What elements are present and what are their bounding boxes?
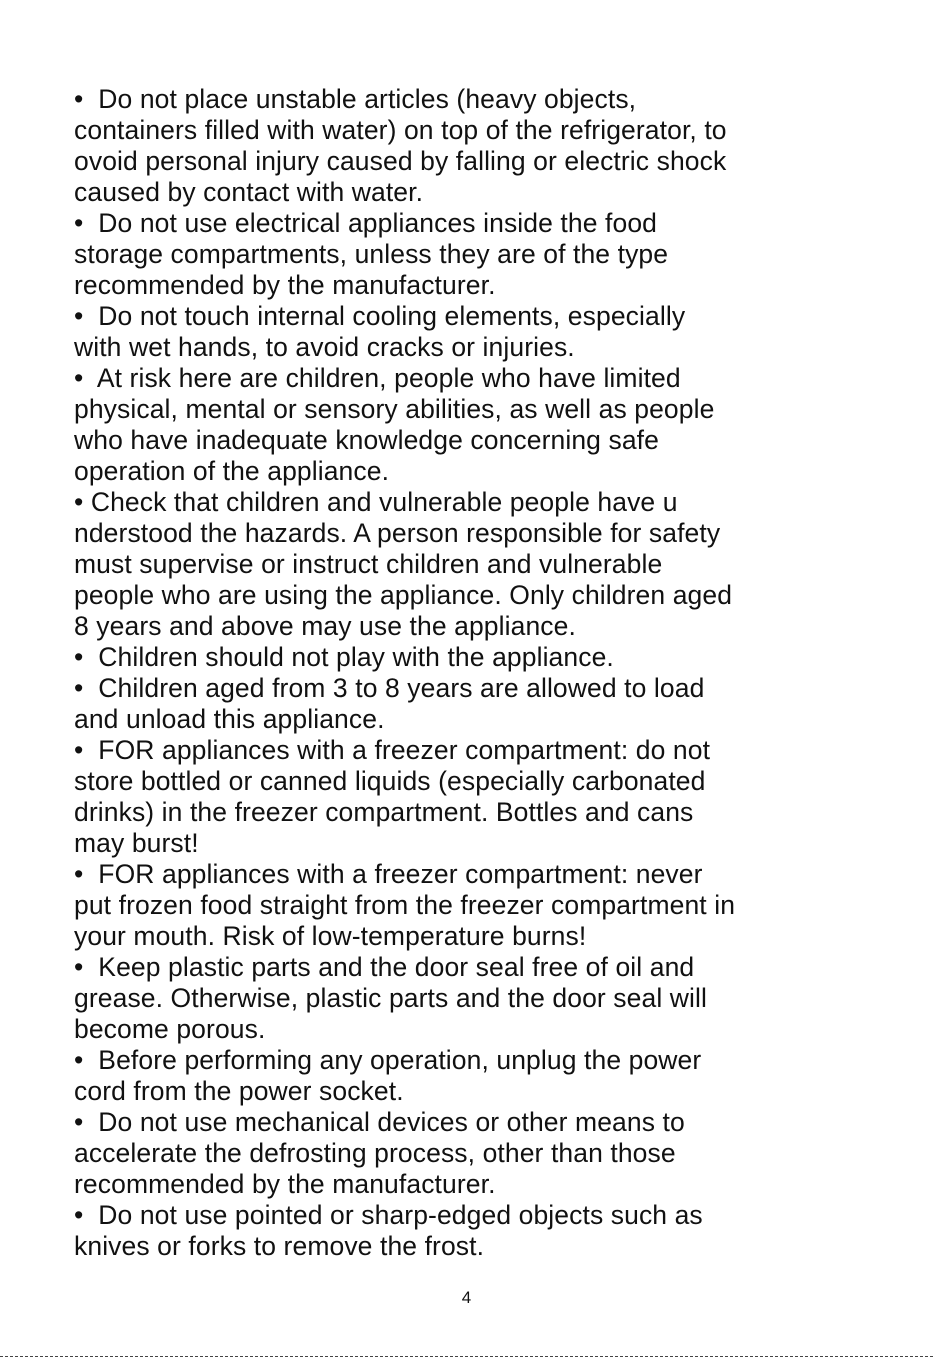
text-line: • Do not use mechanical devices or other means to — [74, 1107, 685, 1137]
text-line: caused by contact with water. — [74, 177, 424, 207]
page-number: 4 — [461, 1288, 472, 1307]
text-line: and unload this appliance. — [74, 704, 385, 734]
text-line: grease. Otherwise, plastic parts and the door seal will — [74, 983, 707, 1013]
text-line: • FOR appliances with a freezer compartment: do not — [74, 735, 711, 765]
text-line: • Children should not play with the appliance. — [74, 642, 614, 672]
text-line: store bottled or canned liquids (especially carbonated — [74, 766, 706, 796]
safety-instructions-text — [74, 84, 874, 1262]
text-line: • Do not place unstable articles (heavy objects, — [74, 84, 637, 114]
text-line: containers filled with water) on top of the refrigerator, to — [74, 115, 727, 145]
text-line: • Keep plastic parts and the door seal free of oil and — [74, 952, 695, 982]
text-line: become porous. — [74, 1014, 266, 1044]
text-line: may burst! — [74, 828, 199, 858]
text-line: operation of the appliance. — [74, 456, 390, 486]
text-line: recommended by the manufacturer. — [74, 1169, 496, 1199]
text-line: • Do not touch internal cooling elements, especially — [74, 301, 686, 331]
text-line: must supervise or instruct children and vulnerable — [74, 549, 663, 579]
text-line: with wet hands, to avoid cracks or injuries. — [74, 332, 575, 362]
text-line: physical, mental or sensory abilities, as well as people — [74, 394, 715, 424]
text-line: • At risk here are children, people who have limited — [74, 363, 681, 393]
text-line: • Do not use electrical appliances inside the food — [74, 208, 658, 238]
text-line: ovoid personal injury caused by falling or electric shock — [74, 146, 727, 176]
text-line: recommended by the manufacturer. — [74, 270, 496, 300]
text-line: • Do not use pointed or sharp-edged objects such as — [74, 1200, 703, 1230]
text-line: put frozen food straight from the freezer compartment in — [74, 890, 736, 920]
text-line: • Before performing any operation, unplug the power — [74, 1045, 702, 1075]
text-line: nderstood the hazards. A person responsible for safety — [74, 518, 721, 548]
text-line: your mouth. Risk of low-temperature burns! — [74, 921, 587, 951]
text-line: • Children aged from 3 to 8 years are allowed to load — [74, 673, 705, 703]
text-line: people who are using the appliance. Only children aged — [74, 580, 733, 610]
text-line: cord from the power socket. — [74, 1076, 404, 1106]
bottom-divider — [0, 1356, 933, 1357]
text-line: knives or forks to remove the frost. — [74, 1231, 485, 1261]
text-line: • FOR appliances with a freezer compartment: never — [74, 859, 703, 889]
text-line: drinks) in the freezer compartment. Bottles and cans — [74, 797, 694, 827]
text-line: • Check that children and vulnerable people have u — [74, 487, 678, 517]
text-line: storage compartments, unless they are of the type — [74, 239, 669, 269]
text-line: 8 years and above may use the appliance. — [74, 611, 576, 641]
text-line: who have inadequate knowledge concerning safe — [74, 425, 659, 455]
text-line: accelerate the defrosting process, other than those — [74, 1138, 676, 1168]
